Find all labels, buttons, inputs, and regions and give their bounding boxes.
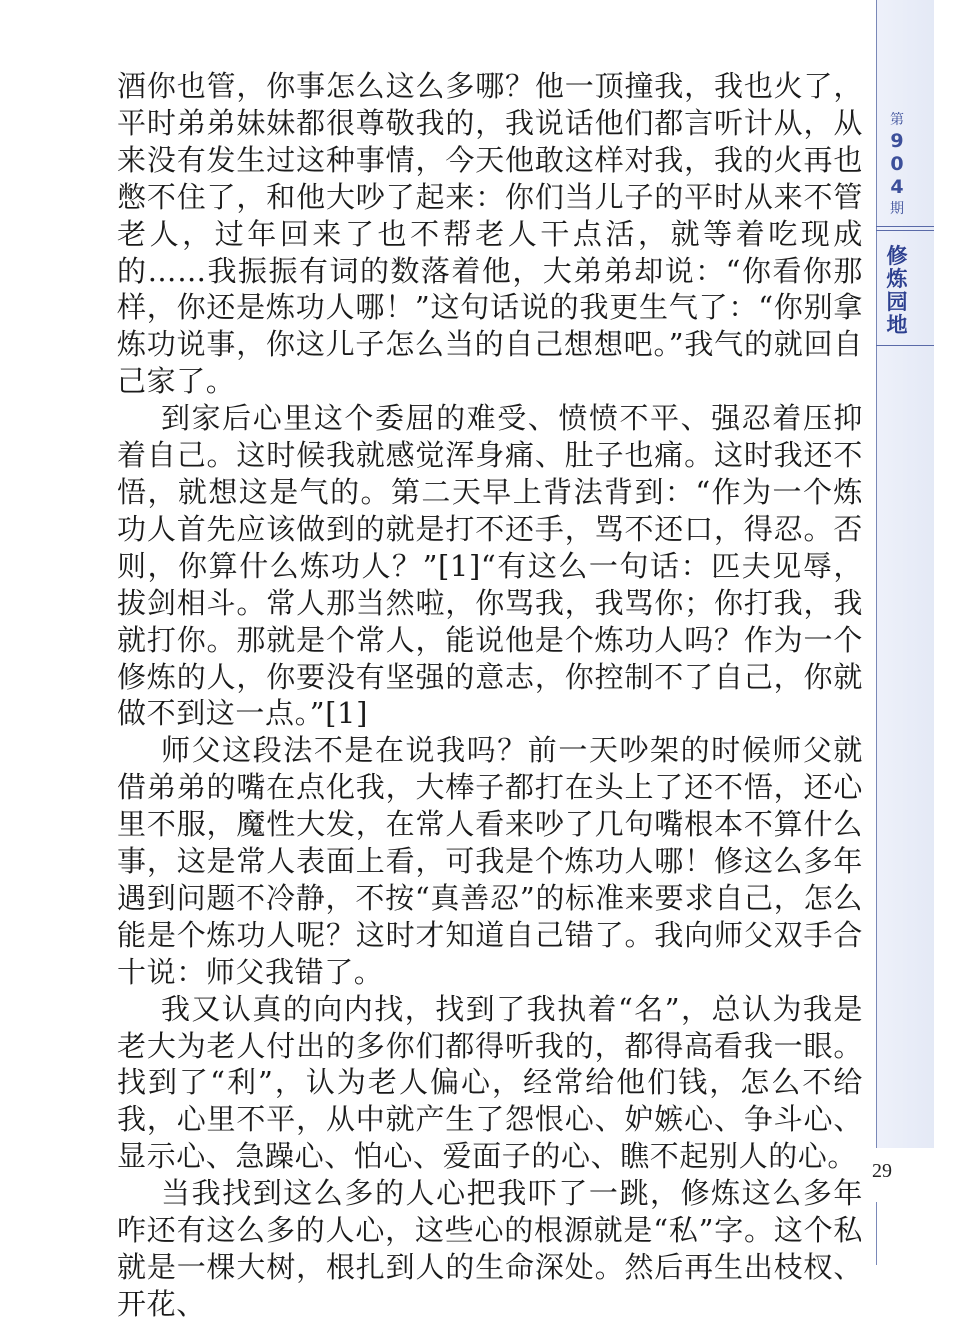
paragraph: 到家后心里这个委屈的难受、愤愤不平、强忍着压抑着自己。这时候我就感觉浑身痛、肚子也痛。这时我还不悟，就想这是气的。第二天早上背法背到：“作为一个炼功人首先应该做到的就是打不还手，骂不还口，得忍。否则，你算什么炼功人？”[1]“有这么一句话：匹夫见辱，拔剑相斗。常人那当然啦，你骂我，我骂你；你打我，我就打你。那就是个常人，能说他是个炼功人吗？作为一个修炼的人，你要没有坚强的意志，你控制不了自己，你就做不到这一点。”[1] [117, 401, 863, 731]
issue-digit: 4 [890, 176, 904, 198]
section-title [881, 245, 913, 337]
page-number: 29 [872, 1160, 892, 1182]
side-divider-line-lower [876, 1202, 877, 1265]
paragraph: 当我找到这么多的人心把我吓了一跳，修炼这么多年咋还有这么多的人心，这些心的根源就是“私”字。这个私就是一棵大树，根扎到人的生命深处。然后再生出枝杈、开花、 [117, 1176, 863, 1321]
issue-number-box [876, 100, 934, 227]
issue-digit: 0 [890, 153, 904, 175]
section-char: 地 [886, 313, 908, 337]
section-char: 修 [886, 244, 908, 268]
section-char: 园 [886, 290, 908, 314]
issue-prefix: 第 [890, 112, 904, 128]
issue-number [884, 110, 910, 219]
side-band [876, 0, 934, 1265]
section-char: 炼 [886, 267, 908, 291]
issue-digit: 9 [890, 130, 904, 152]
issue-suffix: 期 [890, 201, 904, 217]
paragraph: 师父这段法不是在说我吗？前一天吵架的时候师父就借弟弟的嘴在点化我，大棒子都打在头上了还不悟，还心里不服，魔性大发，在常人看来吵了几句嘴根本不算什么事，这是常人表面上看，可我是个炼功人哪！修这么多年遇到问题不冷静，不按“真善忍”的标准来要求自己，怎么能是个炼功人呢？这时才知道自己错了。我向师父双手合十说：师父我错了。 [117, 733, 863, 989]
paragraph: 酒你也管，你事怎么这么多哪？他一顶撞我，我也火了，平时弟弟妹妹都很尊敬我的，我说话他们都言听计从，从来没有发生过这种事情，今天他敢这样对我，我的火再也憋不住了，和他大吵了起来：你们当儿子的平时从来不管老人，过年回来了也不帮老人干点活，就等着吃现成的……我振振有词的数落着他，大弟弟却说：“你看你那样，你还是炼功人哪！”这句话说的我更生气了：“你别拿炼功说事，你这儿子怎么当的自己想想吧。”我气的就回自己家了。 [117, 69, 863, 399]
article-body [117, 68, 863, 1323]
section-title-box [876, 230, 934, 346]
paragraph: 我又认真的向内找，找到了我执着“名”，总认为我是老大为老人付出的多你们都得听我的，都得高看我一眼。找到了“利”，认为老人偏心，经常给他们钱，怎么不给我，心里不平，从中就产生了怨恨心、妒嫉心、争斗心、显示心、急躁心、怕心、爱面子的心、瞧不起别人的心。 [117, 991, 863, 1174]
